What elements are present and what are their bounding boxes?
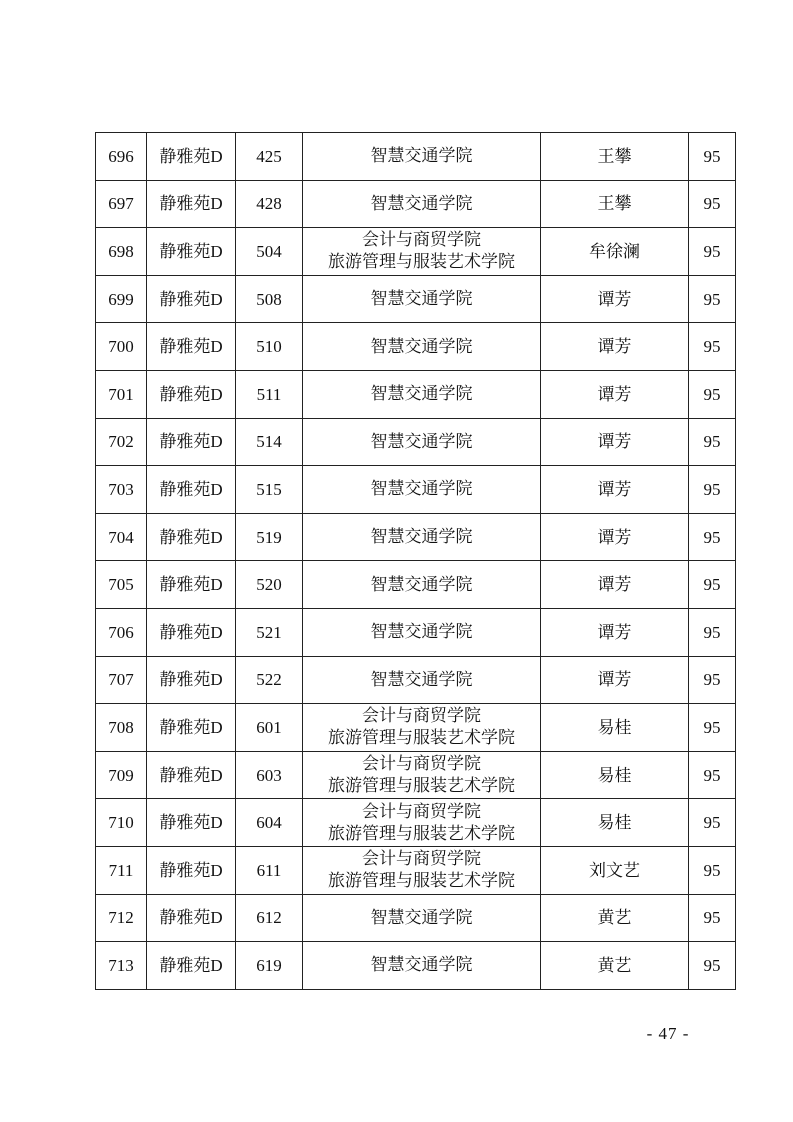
college-cell: [303, 323, 541, 371]
college-name: 会计与商贸学院: [362, 849, 481, 869]
score-cell: 95: [689, 704, 736, 752]
table-row: [96, 513, 736, 561]
person-cell: 谭芳: [541, 418, 689, 466]
person-cell: 黄艺: [541, 894, 689, 942]
college-name: 会计与商贸学院: [362, 754, 481, 774]
table-row: [96, 656, 736, 704]
row-number-cell: 705: [96, 561, 147, 609]
room-cell: 520: [236, 561, 303, 609]
college-name: 会计与商贸学院: [362, 706, 481, 726]
table-row: [96, 180, 736, 228]
score-cell: 95: [689, 942, 736, 990]
row-number-cell: 706: [96, 608, 147, 656]
table-row: [96, 799, 736, 847]
college-name: 智慧交通学院: [370, 431, 473, 451]
college-name: 智慧交通学院: [370, 336, 473, 356]
person-cell: 谭芳: [541, 370, 689, 418]
building-cell: 静雅苑D: [147, 799, 236, 847]
person-cell: 易桂: [541, 704, 689, 752]
room-cell: 425: [236, 133, 303, 181]
college-cell: [303, 228, 541, 276]
score-cell: 95: [689, 751, 736, 799]
room-cell: 619: [236, 942, 303, 990]
room-cell: 504: [236, 228, 303, 276]
score-cell: 95: [689, 418, 736, 466]
room-cell: 510: [236, 323, 303, 371]
building-cell: 静雅苑D: [147, 418, 236, 466]
score-cell: 95: [689, 133, 736, 181]
table-row: [96, 133, 736, 181]
room-cell: 515: [236, 466, 303, 514]
table-row: [96, 894, 736, 942]
room-cell: 603: [236, 751, 303, 799]
college-cell: [303, 133, 541, 181]
table-row: [96, 275, 736, 323]
building-cell: 静雅苑D: [147, 133, 236, 181]
score-cell: 95: [689, 656, 736, 704]
row-number-cell: 704: [96, 513, 147, 561]
college-cell: [303, 370, 541, 418]
person-cell: 谭芳: [541, 561, 689, 609]
building-cell: 静雅苑D: [147, 608, 236, 656]
table-row: [96, 942, 736, 990]
table-row: [96, 418, 736, 466]
building-cell: 静雅苑D: [147, 466, 236, 514]
row-number-cell: 713: [96, 942, 147, 990]
score-cell: 95: [689, 513, 736, 561]
table-row: [96, 846, 736, 894]
person-cell: 王攀: [541, 180, 689, 228]
college-cell: [303, 846, 541, 894]
person-cell: 王攀: [541, 133, 689, 181]
room-cell: 519: [236, 513, 303, 561]
college-name: 智慧交通学院: [370, 955, 473, 975]
room-cell: 511: [236, 370, 303, 418]
row-number-cell: 701: [96, 370, 147, 418]
college-cell: [303, 704, 541, 752]
college-name: 旅游管理与服装艺术学院: [328, 823, 515, 843]
college-name: 智慧交通学院: [370, 622, 473, 642]
score-cell: 95: [689, 466, 736, 514]
college-name: 智慧交通学院: [370, 574, 473, 594]
row-number-cell: 712: [96, 894, 147, 942]
room-cell: 514: [236, 418, 303, 466]
score-cell: 95: [689, 894, 736, 942]
person-cell: 谭芳: [541, 323, 689, 371]
college-cell: [303, 894, 541, 942]
table-row: [96, 466, 736, 514]
dormitory-score-table: [95, 132, 736, 990]
college-name: 智慧交通学院: [370, 146, 473, 166]
room-cell: 611: [236, 846, 303, 894]
building-cell: 静雅苑D: [147, 180, 236, 228]
person-cell: 谭芳: [541, 466, 689, 514]
building-cell: 静雅苑D: [147, 275, 236, 323]
score-cell: 95: [689, 608, 736, 656]
college-name: 智慧交通学院: [370, 193, 473, 213]
room-cell: 604: [236, 799, 303, 847]
college-name: 旅游管理与服装艺术学院: [328, 871, 515, 891]
college-cell: [303, 180, 541, 228]
score-cell: 95: [689, 228, 736, 276]
score-cell: 95: [689, 799, 736, 847]
row-number-cell: 703: [96, 466, 147, 514]
college-name: 智慧交通学院: [370, 907, 473, 927]
building-cell: 静雅苑D: [147, 704, 236, 752]
score-cell: 95: [689, 180, 736, 228]
row-number-cell: 697: [96, 180, 147, 228]
row-number-cell: 708: [96, 704, 147, 752]
page-number: - 47 -: [646, 1024, 690, 1043]
college-name: 旅游管理与服装艺术学院: [328, 776, 515, 796]
college-cell: [303, 561, 541, 609]
row-number-cell: 709: [96, 751, 147, 799]
building-cell: 静雅苑D: [147, 561, 236, 609]
room-cell: 522: [236, 656, 303, 704]
building-cell: 静雅苑D: [147, 323, 236, 371]
table-row: [96, 704, 736, 752]
college-cell: [303, 751, 541, 799]
person-cell: 易桂: [541, 799, 689, 847]
row-number-cell: 711: [96, 846, 147, 894]
college-name: 会计与商贸学院: [362, 801, 481, 821]
person-cell: 牟徐澜: [541, 228, 689, 276]
person-cell: 谭芳: [541, 275, 689, 323]
score-cell: 95: [689, 323, 736, 371]
table-body: [96, 133, 736, 990]
college-name: 智慧交通学院: [370, 527, 473, 547]
college-name: 旅游管理与服装艺术学院: [328, 728, 515, 748]
row-number-cell: 710: [96, 799, 147, 847]
table-row: [96, 370, 736, 418]
table-row: [96, 608, 736, 656]
person-cell: 谭芳: [541, 608, 689, 656]
college-name: 旅游管理与服装艺术学院: [328, 252, 515, 272]
room-cell: 508: [236, 275, 303, 323]
college-name: 会计与商贸学院: [362, 230, 481, 250]
building-cell: 静雅苑D: [147, 656, 236, 704]
room-cell: 428: [236, 180, 303, 228]
row-number-cell: 699: [96, 275, 147, 323]
row-number-cell: 702: [96, 418, 147, 466]
score-cell: 95: [689, 846, 736, 894]
college-name: 智慧交通学院: [370, 384, 473, 404]
score-cell: 95: [689, 370, 736, 418]
college-cell: [303, 275, 541, 323]
college-cell: [303, 799, 541, 847]
person-cell: 谭芳: [541, 656, 689, 704]
building-cell: 静雅苑D: [147, 751, 236, 799]
row-number-cell: 698: [96, 228, 147, 276]
college-cell: [303, 466, 541, 514]
score-cell: 95: [689, 561, 736, 609]
person-cell: 易桂: [541, 751, 689, 799]
building-cell: 静雅苑D: [147, 846, 236, 894]
table-row: [96, 323, 736, 371]
building-cell: 静雅苑D: [147, 894, 236, 942]
room-cell: 612: [236, 894, 303, 942]
building-cell: 静雅苑D: [147, 370, 236, 418]
college-name: 智慧交通学院: [370, 479, 473, 499]
person-cell: 谭芳: [541, 513, 689, 561]
building-cell: 静雅苑D: [147, 513, 236, 561]
row-number-cell: 707: [96, 656, 147, 704]
row-number-cell: 696: [96, 133, 147, 181]
college-cell: [303, 656, 541, 704]
table-row: [96, 561, 736, 609]
table-row: [96, 228, 736, 276]
college-cell: [303, 513, 541, 561]
table-row: [96, 751, 736, 799]
building-cell: 静雅苑D: [147, 228, 236, 276]
building-cell: 静雅苑D: [147, 942, 236, 990]
room-cell: 601: [236, 704, 303, 752]
college-cell: [303, 608, 541, 656]
score-cell: 95: [689, 275, 736, 323]
college-name: 智慧交通学院: [370, 669, 473, 689]
college-cell: [303, 942, 541, 990]
person-cell: 刘文艺: [541, 846, 689, 894]
row-number-cell: 700: [96, 323, 147, 371]
room-cell: 521: [236, 608, 303, 656]
person-cell: 黄艺: [541, 942, 689, 990]
college-cell: [303, 418, 541, 466]
college-name: 智慧交通学院: [370, 289, 473, 309]
